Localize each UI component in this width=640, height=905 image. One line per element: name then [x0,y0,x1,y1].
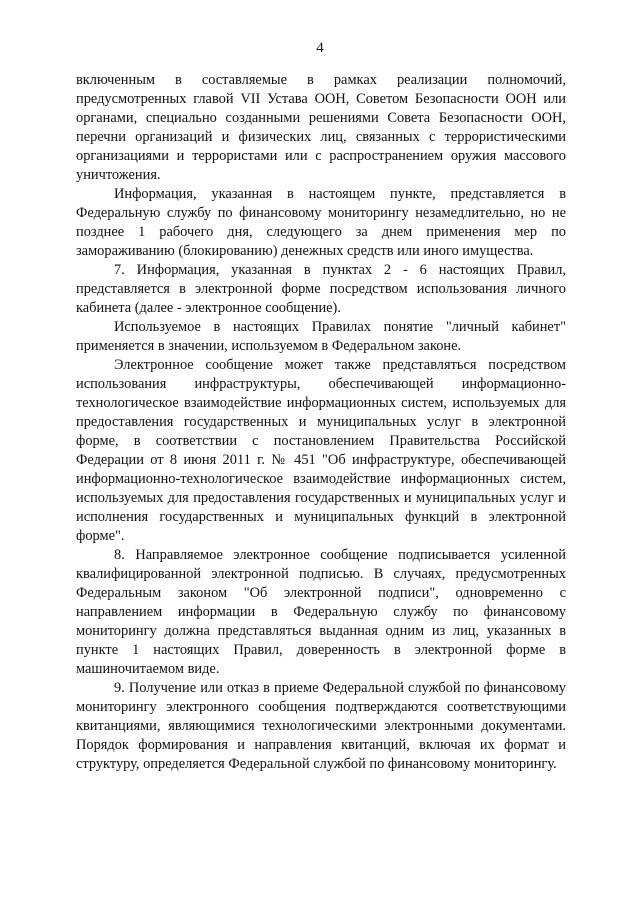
document-body [76,71,566,774]
paragraph-continuation: включенным в составляемые в рамках реализации полномочий, предусмотренных главой VII Устава ООН, Советом Безопасности ООН или органами, специально созданными решениями Совета Безопасности ООН, перечни организаций и физических лиц, связанных с террористическими организациями и террористами или с распространением оружия массового уничтожения. [76,72,566,183]
paragraph-item-7: 7. Информация, указанная в пунктах 2 - 6 настоящих Правил, представляется в электронной форме посредством использования личного кабинета (далее - электронное сообщение). [76,262,566,316]
paragraph-personal-cabinet: Используемое в настоящих Правилах понятие "личный кабинет" применяется в значении, используемом в Федеральном законе. [76,319,566,354]
paragraph-item-8: 8. Направляемое электронное сообщение подписывается усиленной квалифицированной электронной подписью. В случаях, предусмотренных Федеральным законом "Об электронной подписи", одновременно с направлением информации в Федеральную службу по финансовому мониторингу должна представляться выданная одним из лиц, указанных в пункте 1 настоящих Правил, доверенность в электронной форме в машиночитаемом виде. [76,547,566,677]
paragraph-item-9: 9. Получение или отказ в приеме Федеральной службой по финансовому мониторингу электронного сообщения подтверждаются соответствующими квитанциями, являющимися технологическими электронными документами. Порядок формирования и направления квитанций, включая их формат и структуру, определяется Федеральной службой по финансовому мониторингу. [76,680,566,772]
paragraph-infrastructure: Электронное сообщение может также представляться посредством использования инфраструктуры, обеспечивающей информационно-технологическое взаимодействие информационных систем, используемых для предоставления государственных и муниципальных услуг в электронной форме, в соответствии с постановлением Правительства Российской Федерации от 8 июня 2011 г. № 451 "Об инфраструктуре, обеспечивающей информационно-технологическое взаимодействие информационных систем, используемых для предоставления государственных и муниципальных услуг и исполнения государственных и муниципальных функций в электронной форме". [76,357,566,544]
page-number: 4 [316,40,324,56]
paragraph-info-deadline: Информация, указанная в настоящем пункте, представляется в Федеральную службу по финансовому мониторингу незамедлительно, но не позднее 1 рабочего дня, следующего за днем применения мер по замораживанию (блокированию) денежных средств или иного имущества. [76,186,566,259]
